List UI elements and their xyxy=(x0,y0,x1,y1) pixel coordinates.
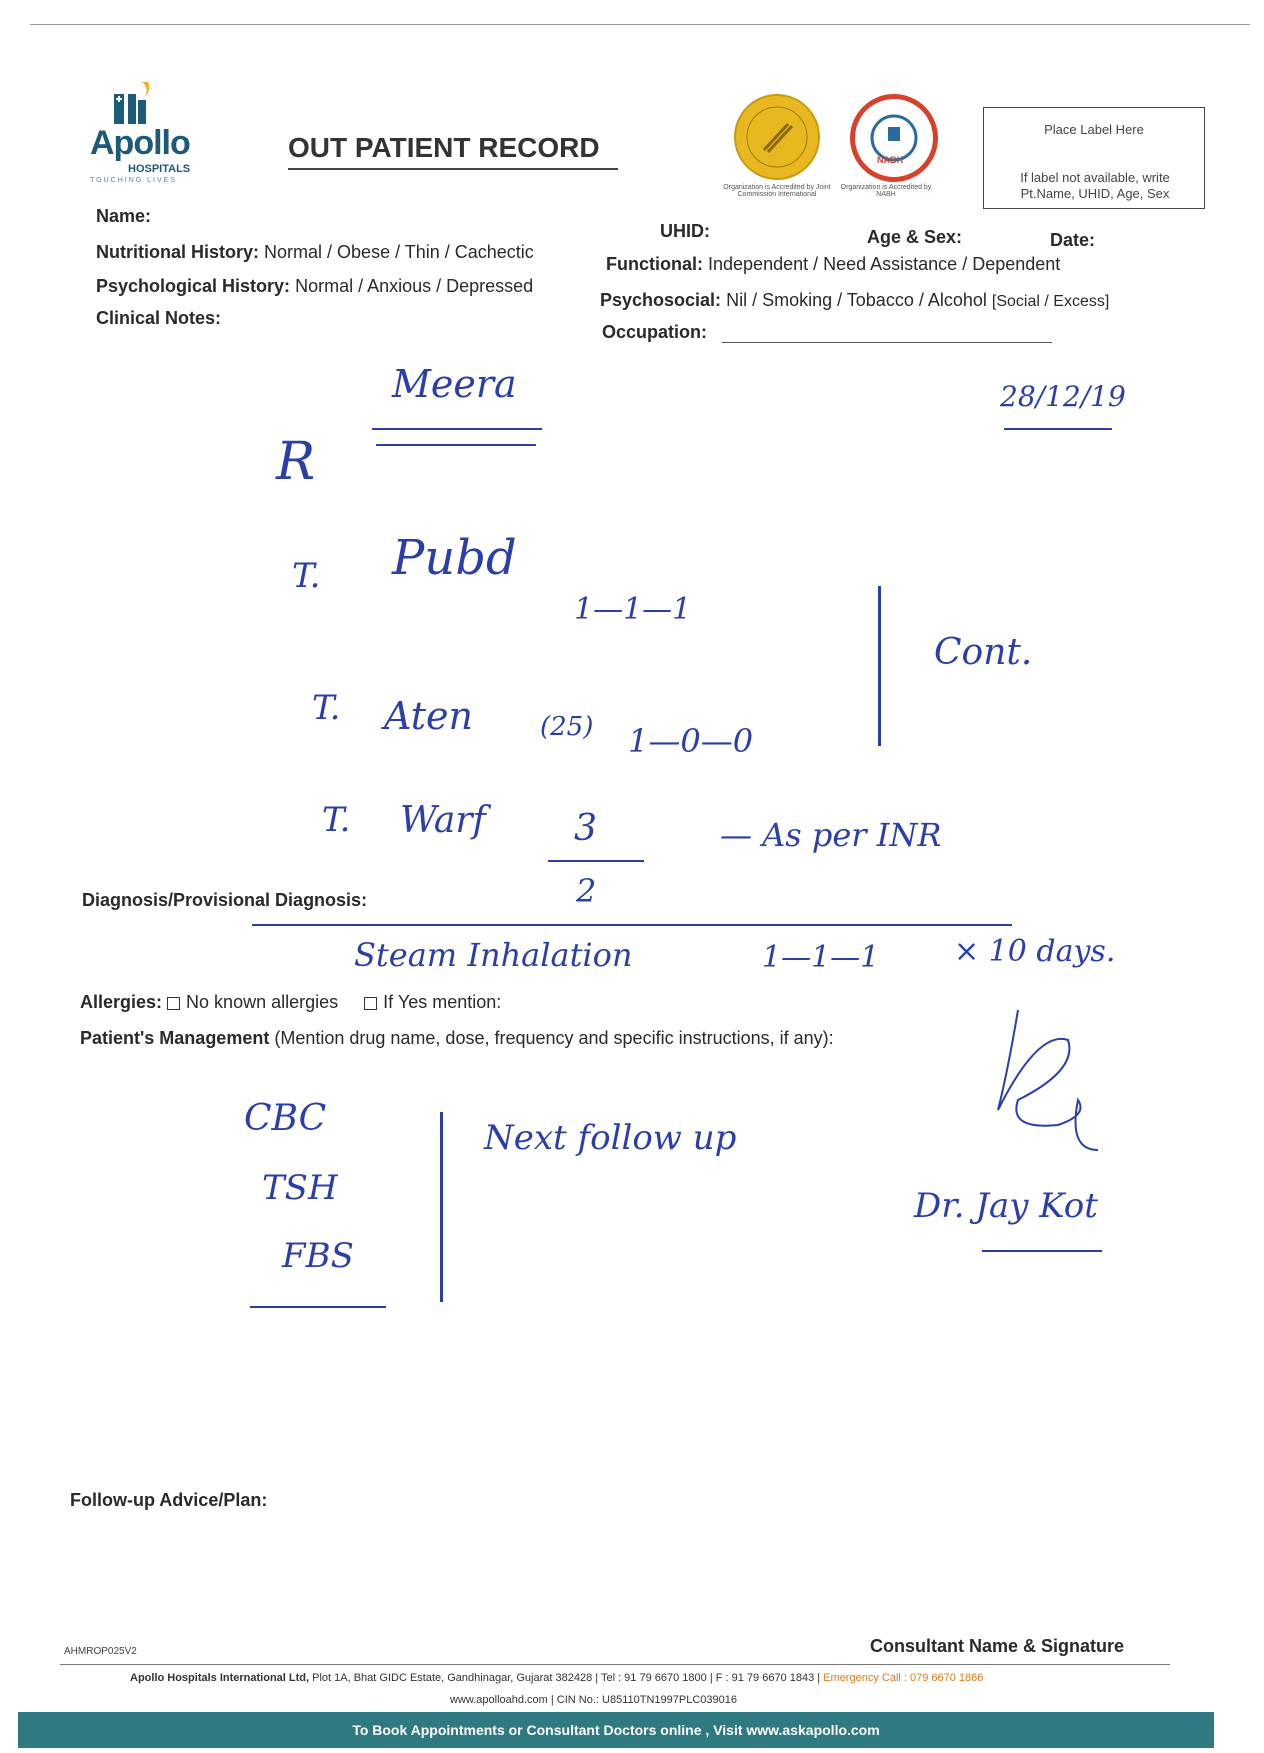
jci-seal xyxy=(734,94,820,180)
hw-test-tsh: TSH xyxy=(262,1168,338,1208)
hw-med3-instruction: — As per INR xyxy=(720,816,942,854)
hw-tests-bracket xyxy=(440,1112,443,1302)
hw-med2-name: Aten xyxy=(384,694,474,738)
hw-med3-fraction-top: 3 xyxy=(574,808,597,849)
hw-date-underline xyxy=(1004,428,1112,430)
functional-label: Functional: xyxy=(606,254,703,274)
psychological-label: Psychological History: xyxy=(96,276,291,296)
nabh-seal-icon xyxy=(855,99,933,177)
apollo-logo xyxy=(90,80,210,190)
logo-brand: Apollo xyxy=(90,124,190,162)
psychosocial-label: Psychosocial: xyxy=(600,290,722,310)
functional-status xyxy=(606,254,1060,275)
hw-doctor-name: Dr. Jay Kot xyxy=(914,1186,1098,1226)
psychosocial-options: Nil / Smoking / Tobacco / Alcohol xyxy=(726,290,987,310)
form-code: AHMROP025V2 xyxy=(64,1646,137,1657)
diagnosis-label: Diagnosis/Provisional Diagnosis: xyxy=(82,890,368,910)
functional-options: Independent / Need Assistance / Dependent xyxy=(708,254,1061,274)
hw-test-fbs: FBS xyxy=(282,1236,354,1276)
hw-tests-underline xyxy=(250,1306,386,1308)
nabh-seal xyxy=(850,94,938,182)
nabh-caption: Organization is Accredited by NABH xyxy=(840,184,932,198)
date-label: Date: xyxy=(1050,230,1096,250)
page-title: OUT PATIENT RECORD xyxy=(288,132,600,163)
consultant-label: Consultant Name & Signature xyxy=(870,1636,1125,1656)
jci-caption: Organization is Accredited by Joint Commission International xyxy=(723,184,831,198)
hw-fraction-bar xyxy=(548,860,644,862)
hw-bracket-line xyxy=(878,586,881,746)
hw-continue-note: Cont. xyxy=(934,632,1033,673)
label-box-title: Place Label Here xyxy=(1044,122,1144,137)
no-allergies-text: No known allergies xyxy=(186,992,339,1012)
hw-rx: R xyxy=(276,432,316,492)
hw-next-followup: Next follow up xyxy=(484,1118,737,1158)
hw-med2-strength: (25) xyxy=(540,712,594,742)
footer-address xyxy=(130,1672,1190,1684)
hw-med2-dose: 1—0—0 xyxy=(628,722,754,760)
title-underline xyxy=(288,168,618,170)
psychosocial-status xyxy=(600,290,1109,311)
hw-diagnosis-line xyxy=(252,924,1012,926)
footer-company: Apollo Hospitals International Ltd, xyxy=(130,1672,310,1684)
jci-seal-icon xyxy=(736,96,818,178)
allergies-yes-text: If Yes mention: xyxy=(383,992,502,1012)
psychosocial-bracket: [Social / Excess] xyxy=(991,293,1110,310)
clinical-notes-label: Clinical Notes: xyxy=(96,308,222,328)
hw-med2-prefix: T. xyxy=(312,688,341,728)
psychological-options: Normal / Anxious / Depressed xyxy=(295,276,534,296)
hw-med3-fraction-bottom: 2 xyxy=(576,872,597,910)
footer-address-text: Plot 1A, Bhat GIDC Estate, Gandhinagar, Gujarat 382428 | Tel : 91 79 6670 1800 | F : 91 79 6670 1843 | xyxy=(312,1672,821,1684)
management-hint: (Mention drug name, dose, frequency and specific instructions, if any): xyxy=(274,1028,834,1048)
booking-banner xyxy=(18,1712,1214,1748)
hw-name-underline-1 xyxy=(372,428,542,430)
label-box-instruction: If label not available, write Pt.Name, UHID, Age, Sex xyxy=(1020,170,1170,201)
psychological-history xyxy=(96,276,533,297)
hw-doctor-underline xyxy=(982,1250,1102,1252)
hw-steam-inhalation: Steam Inhalation xyxy=(354,936,633,974)
booking-banner-text: To Book Appointments or Consultant Doctors online , Visit www.askapollo.com xyxy=(352,1722,880,1738)
footer-emergency: Emergency Call : 079 6670 1866 xyxy=(823,1672,984,1684)
no-allergies-checkbox[interactable] xyxy=(167,997,180,1010)
occupation-line xyxy=(722,342,1052,343)
top-rule xyxy=(30,24,1250,25)
patient-label-box xyxy=(983,107,1205,209)
allergies-label: Allergies: xyxy=(80,992,163,1012)
age-sex-label: Age & Sex: xyxy=(867,227,963,247)
hw-med3-name: Warf xyxy=(400,800,486,841)
logo-sub: HOSPITALS xyxy=(128,163,191,175)
hw-med1-name: Pubd xyxy=(392,530,517,586)
nutritional-label: Nutritional History: xyxy=(96,242,260,262)
management-row xyxy=(80,1028,834,1049)
signature-scribble xyxy=(978,1000,1118,1160)
footer-rule xyxy=(60,1664,1170,1665)
occupation-label: Occupation: xyxy=(602,322,708,342)
hw-name-underline-2 xyxy=(376,444,536,446)
nutritional-history xyxy=(96,242,534,263)
hw-test-cbc: CBC xyxy=(244,1098,327,1139)
management-label: Patient's Management xyxy=(80,1028,270,1048)
hw-med1-prefix: T. xyxy=(292,556,321,596)
hw-steam-duration: × 10 days. xyxy=(954,934,1116,969)
allergies-row xyxy=(80,992,501,1013)
hw-date: 28/12/19 xyxy=(1000,380,1126,413)
hw-med3-prefix: T. xyxy=(322,800,351,840)
allergies-yes-checkbox[interactable] xyxy=(364,997,377,1010)
uhid-label: UHID: xyxy=(660,221,710,241)
followup-label: Follow-up Advice/Plan: xyxy=(70,1490,268,1510)
name-label: Name: xyxy=(96,206,152,226)
apollo-logo-icon xyxy=(102,80,162,130)
logo-tagline: TOUCHING LIVES xyxy=(90,177,177,184)
nutritional-options: Normal / Obese / Thin / Cachectic xyxy=(264,242,534,262)
hw-med1-dose: 1—1—1 xyxy=(574,592,692,627)
footer-web: www.apolloahd.com | CIN No.: U85110TN1997PLC039016 xyxy=(450,1694,737,1706)
nabh-text: NABH xyxy=(877,155,903,165)
hw-patient-name: Meera xyxy=(392,362,517,406)
hw-steam-dose: 1—1—1 xyxy=(762,940,880,975)
